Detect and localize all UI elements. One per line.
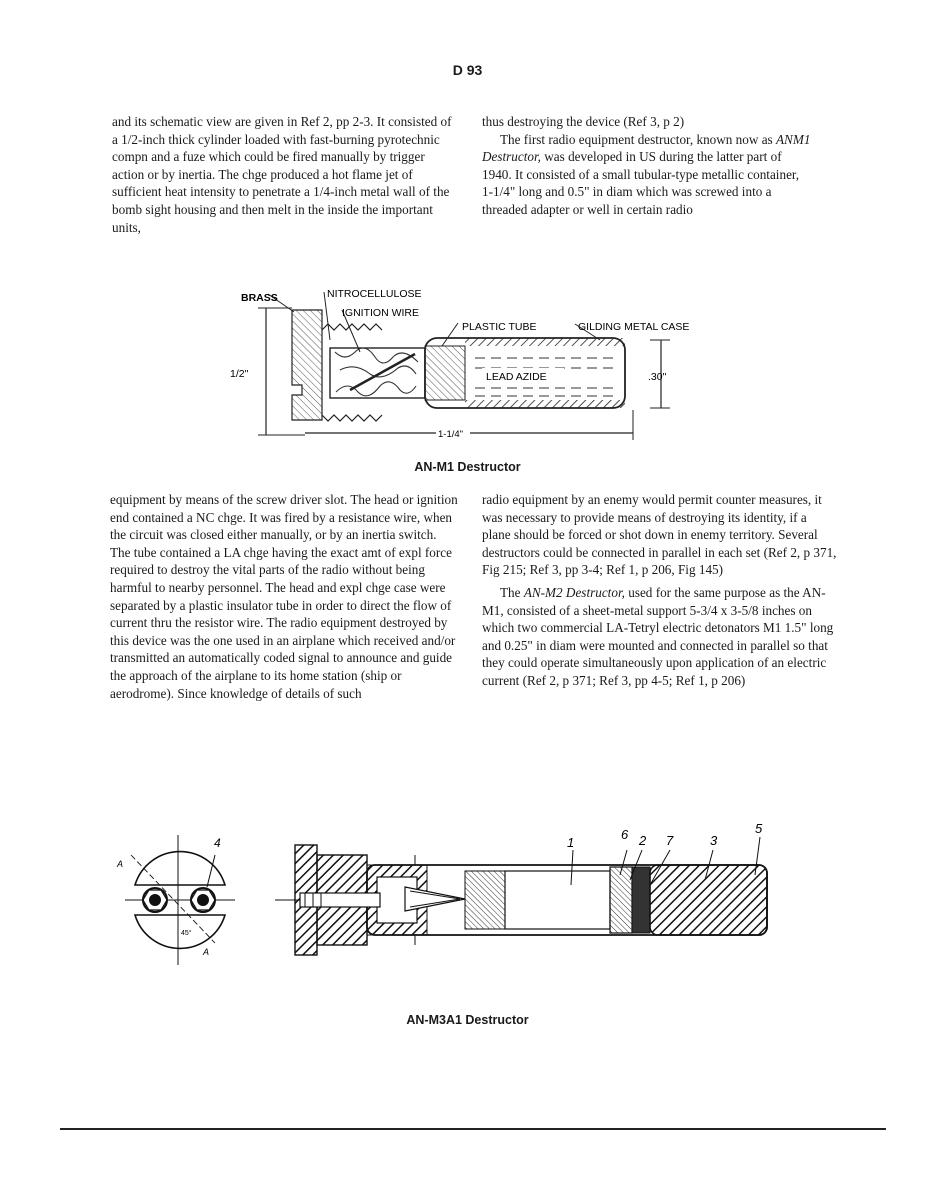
an-m3a1-diagram <box>115 815 775 975</box>
footer-rule <box>60 1128 886 1130</box>
text-column-bottom-left <box>110 491 458 702</box>
paragraph-top-left: and its schematic view are given in Ref 2, pp 2-3. It consisted of a 1/2-inch thick cylinder loaded with fast-burning pyrotechnic compn and a fuze which could be fired manually by trigger action or by inertia. The chge produced a hot flame jet of sufficient heat intensity to penetrate a 1/4-inch metal wall of the bomb sight housing and then melt in the inside the important units, <box>112 114 452 235</box>
callout-5: 5 <box>755 821 763 836</box>
case-wall-top <box>465 338 625 346</box>
paragraph-top-right-2 <box>482 131 812 219</box>
paragraph-bottom-right-1: radio equipment by an enemy would permit counter measures, it was necessary to provide means of destroying its identity, if a plane should be forced or shot down in enemy territory. Several destructors could be connected in parallel in each set (Ref 2, p 371, Fig 215; Ref 3, pp 3-4; Ref 1, p 206, Fig 145) <box>482 492 837 578</box>
label-gilding-metal-case: GILDING METAL CASE <box>578 321 690 333</box>
label-lead-azide: LEAD AZIDE <box>486 371 547 383</box>
label-ignition-wire: IGNITION WIRE <box>342 307 419 319</box>
callout-a-bottom: A <box>203 947 210 957</box>
page-number: D 93 <box>452 62 483 78</box>
label-plastic-tube: PLASTIC TUBE <box>462 321 537 333</box>
label-brass: BRASS <box>241 292 278 304</box>
callout-6: 6 <box>621 827 629 842</box>
case-wall-bottom <box>465 400 625 408</box>
label-dim-length: 1-1/4" <box>438 429 464 440</box>
figure-an-m3a1-destructor <box>115 815 775 975</box>
section-view <box>275 845 767 955</box>
label-nitrocellulose: NITROCELLULOSE <box>327 288 422 300</box>
label-dim-30: .30" <box>648 371 667 383</box>
label-dim-half: 1/2" <box>230 368 249 380</box>
callout-2: 2 <box>639 833 647 848</box>
figure-caption-an-m3a1: AN-M3A1 Destructor <box>406 1013 529 1027</box>
callout-angle: 45° <box>181 930 192 937</box>
thread-bottom-shape <box>322 415 382 421</box>
brass-head-shape <box>292 310 322 420</box>
text-column-bottom-right <box>482 491 838 690</box>
plastic-tube-shape <box>425 346 465 400</box>
callout-1: 1 <box>567 835 575 850</box>
an-m1-diagram <box>230 280 720 445</box>
figure-an-m1-destructor <box>230 280 720 445</box>
text-column-top-left <box>112 113 452 236</box>
callout-a-top: A <box>117 859 124 869</box>
paragraph-top-right-1: thus destroying the device (Ref 3, p 2) <box>482 114 685 129</box>
thread-top-shape <box>322 324 382 330</box>
figure-caption-an-m1: AN-M1 Destructor <box>414 460 521 474</box>
destructor-name-italic: AN-M2 Destructor, <box>523 584 625 600</box>
paragraph-bottom-right-2 <box>482 584 838 690</box>
destructor-name-italic: ANM1 Destructor, <box>482 131 811 165</box>
text-run: The <box>500 584 524 600</box>
text-run: The first radio equipment destructor, known now as <box>500 131 776 147</box>
callout-7: 7 <box>666 833 674 848</box>
callout-4: 4 <box>214 836 221 850</box>
text-run: used for the same purpose as the AN-M1, consisted of a sheet-metal support 5-3/4 x 3-5/8 inches on which two commercial LA-Tetryl electric detonators M1 1.5" long and 0.25" in diam were mounted and connected in parallel so that they could operate simultaneously upon application of an electric current (Ref 2, p 371; Ref 3, pp 4-5; Ref 1, p 206) <box>482 584 834 688</box>
callout-3: 3 <box>710 833 718 848</box>
text-run: was developed in US during the latter part of 1940. It consisted of a small tubular-type metallic container, 1-1/4" long and 0.5" in diam which was screwed into a threaded adapter or well in certain radio <box>482 149 800 217</box>
paragraph-bottom-left: equipment by means of the screw driver slot. The head or ignition end contained a NC chge. It was fired by a resistance wire, when the circuit was closed either manually, or by an inertia switch. The tube contained a LA chge having the exact amt of expl force required to destroy the vital parts of the radio without being harmful to nearby personnel. The head and expl chge case were separated by a plastic insulator tube in order to direct the flow of current thru the resistor wire. The radio equipment destroyed by this device was the one used in an airplane which received and/or transmitted an automatically coded signal to announce and guide the approach of the airplane to its home station (ship or aerodrome). Since knowledge of details of such <box>110 492 458 701</box>
end-view <box>125 835 235 965</box>
text-column-top-right <box>482 113 812 219</box>
